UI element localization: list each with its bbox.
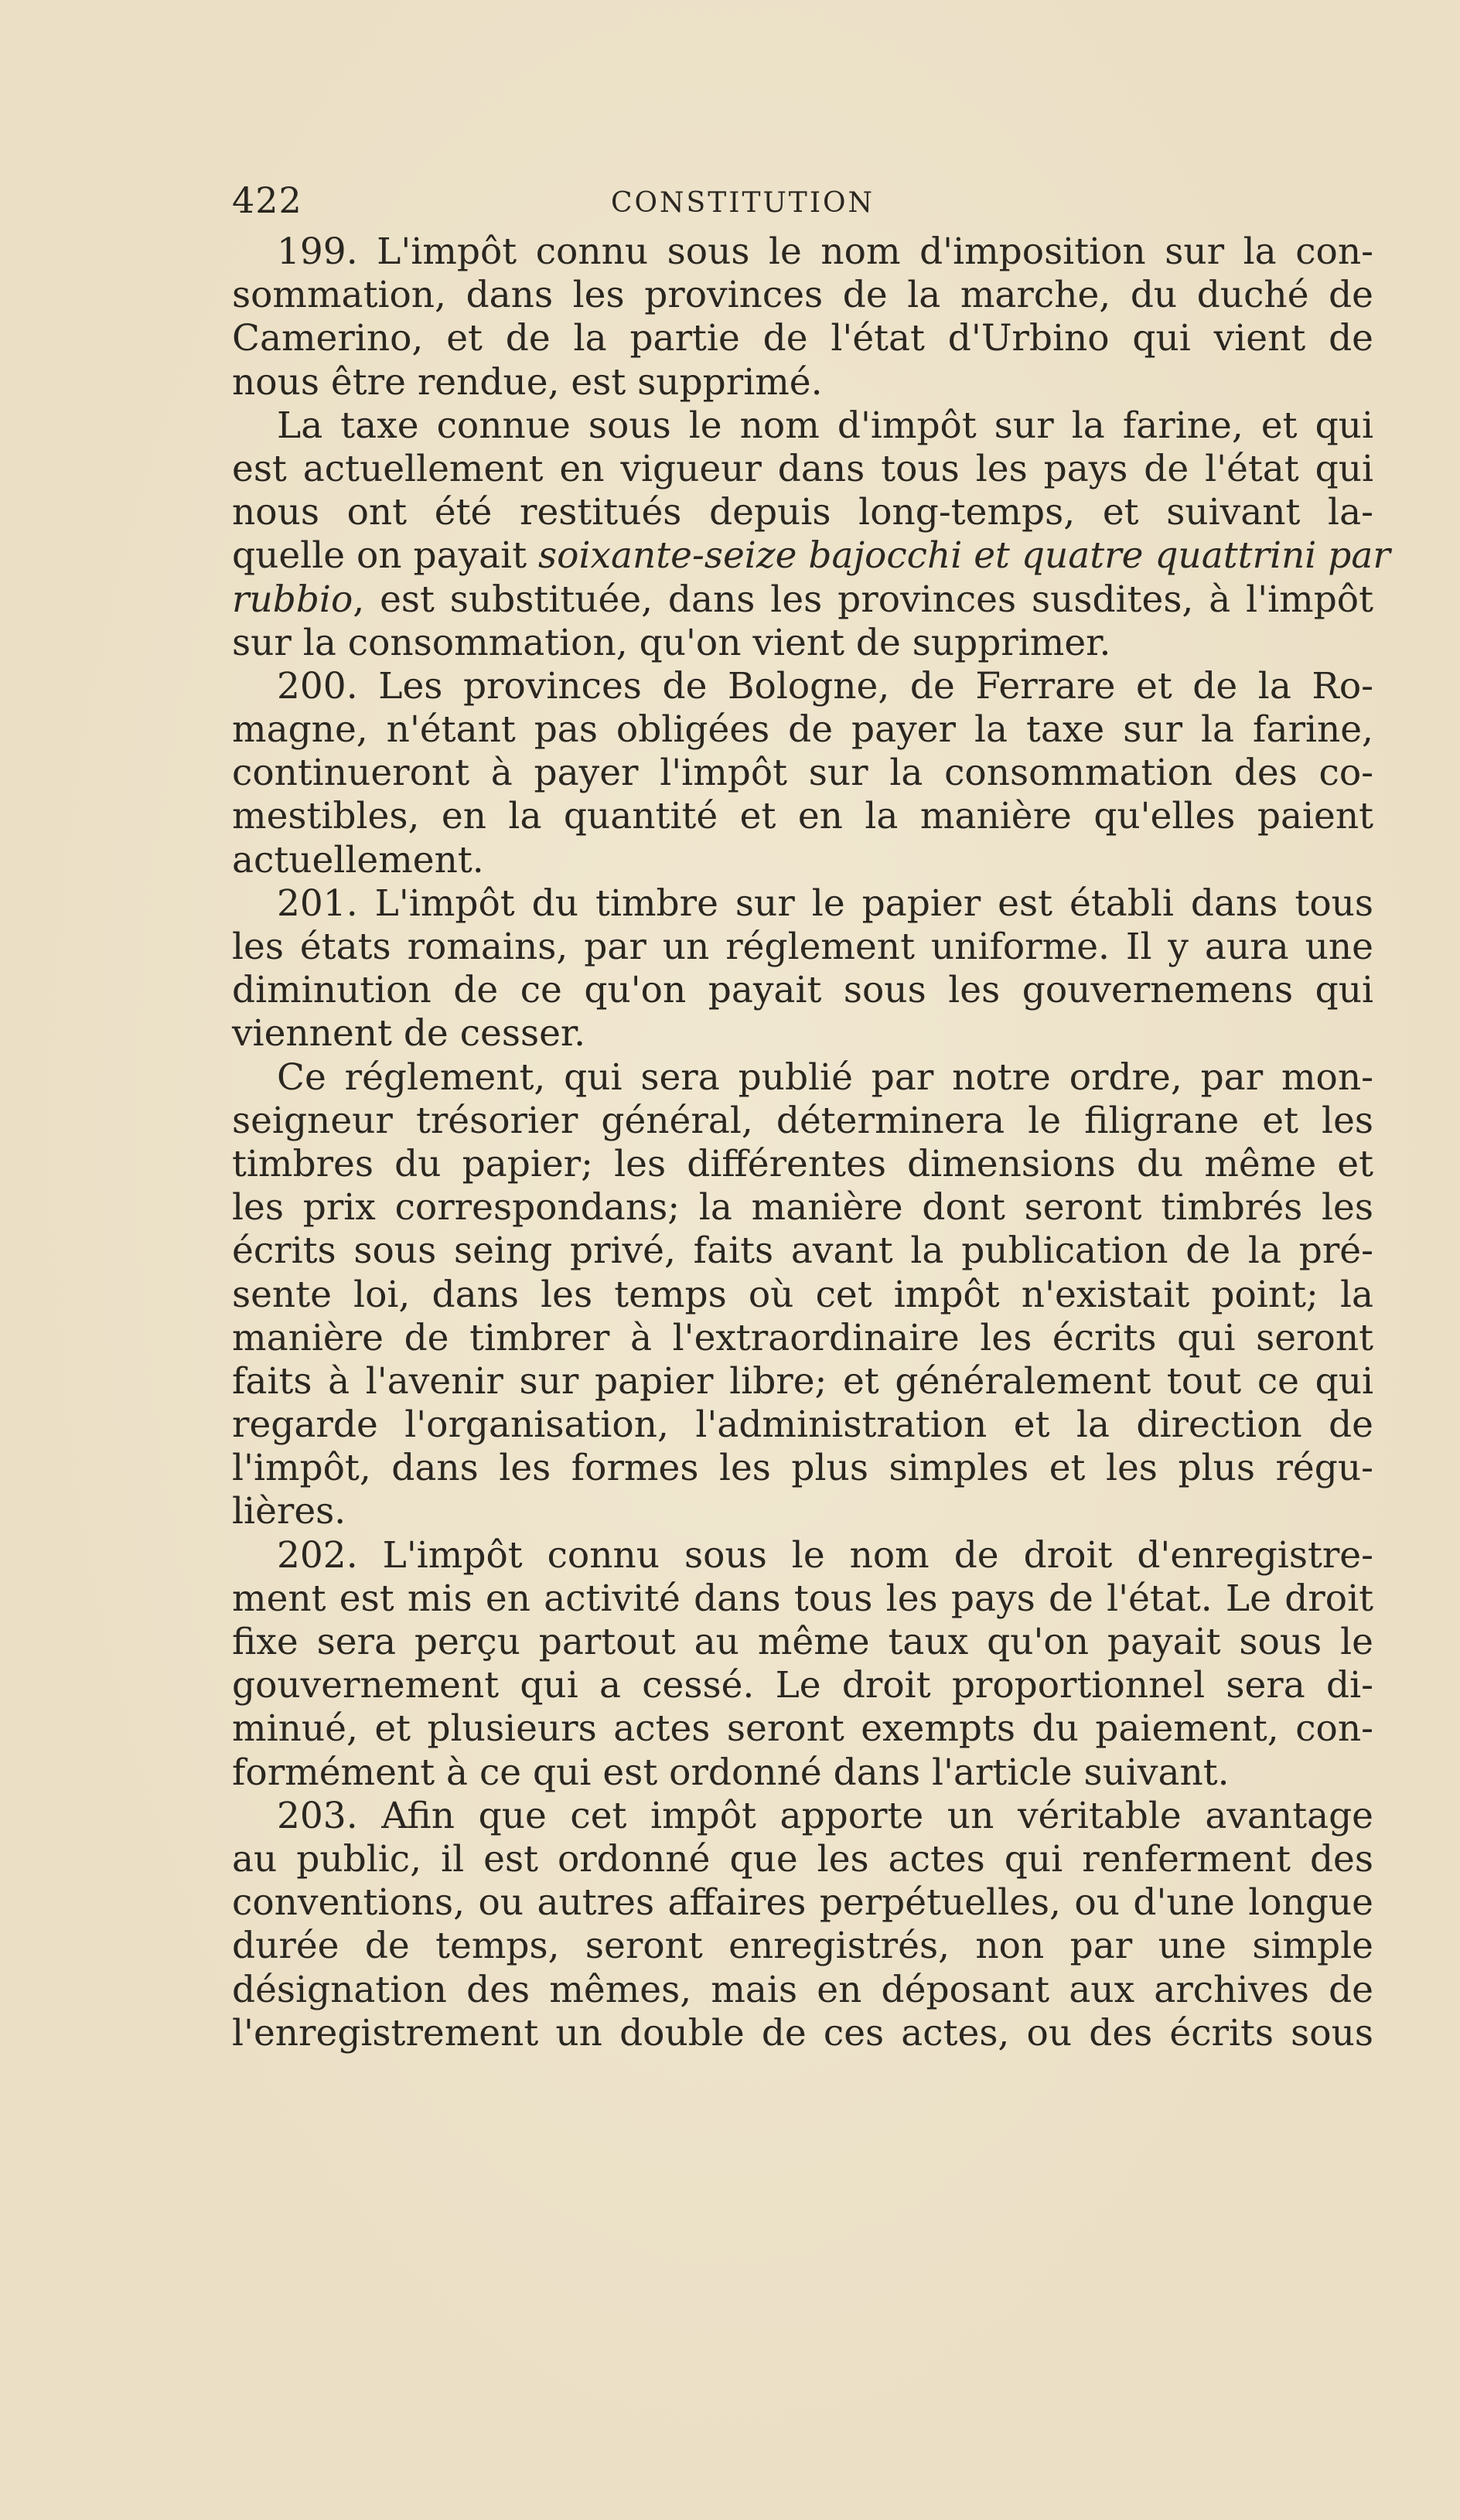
text-line: timbres du papier; les différentes dimensions du même et — [232, 1142, 1373, 1185]
text-line: les états romains, par un réglement uniforme. Il y aura une — [232, 926, 1373, 968]
text-line: l'enregistrement un double de ces actes, ou des écrits sous — [232, 2011, 1373, 2055]
text-line: formément à ce qui est ordonné dans l'article suivant. — [232, 1751, 1230, 1794]
text-line: ment est mis en activité dans tous les pays de l'état. Le droit — [232, 1577, 1373, 1620]
text-line: au public, il est ordonné que les actes qui renferment des — [232, 1837, 1373, 1881]
text-line: seigneur trésorier général, déterminera le filigrane et les — [232, 1099, 1373, 1142]
italic-text: rubbio — [232, 578, 353, 621]
text-line — [232, 534, 1390, 578]
text-line: La taxe connue sous le nom d'impôt sur la farine, et qui — [277, 404, 1373, 447]
text-line: viennent de cesser. — [232, 1012, 586, 1055]
text-line: sommation, dans les provinces de la marche, du duché de — [232, 274, 1373, 317]
text-line — [232, 578, 1373, 622]
text-line: manière de timbrer à l'extraordinaire les écrits qui seront — [232, 1316, 1373, 1359]
text-line: lières. — [232, 1490, 346, 1533]
text-line: nous ont été restitués depuis long-temps, et suivant la- — [232, 491, 1373, 534]
running-title: CONSTITUTION — [611, 187, 875, 219]
text-line: conventions, ou autres affaires perpétuelles, ou d'une longue — [232, 1881, 1373, 1925]
text-line: 202. L'impôt connu sous le nom de droit d'enregistre- — [277, 1533, 1373, 1577]
text-line: Ce réglement, qui sera publié par notre ordre, par mon- — [277, 1055, 1373, 1099]
text-line: 201. L'impôt du timbre sur le papier est établi dans tous — [277, 881, 1373, 925]
text-line: gouvernement qui a cessé. Le droit proportionnel sera di- — [232, 1664, 1373, 1707]
text-line: diminution de ce qu'on payait sous les gouvernemens qui — [232, 969, 1373, 1012]
text-line: continueront à payer l'impôt sur la consommation des co- — [232, 752, 1373, 795]
italic-text: soixante-seize bajocchi et quatre quattrini par — [538, 534, 1390, 578]
text-line: les prix correspondans; la manière dont seront timbrés les — [232, 1186, 1373, 1229]
text-line: écrits sous seing privé, faits avant la publication de la pré- — [232, 1229, 1373, 1273]
text-line: fixe sera perçu partout au même taux qu'on payait sous le — [232, 1621, 1373, 1663]
text-line: minué, et plusieurs actes seront exempts du paiement, con- — [232, 1707, 1373, 1751]
text-line: magne, n'étant pas obligées de payer la taxe sur la farine, — [232, 708, 1373, 752]
text-line: est actuellement en vigueur dans tous les pays de l'état qui — [232, 447, 1373, 490]
text-line: Camerino, et de la partie de l'état d'Urbino qui vient de — [232, 317, 1373, 360]
text-line: regarde l'organisation, l'administration et la direction de — [232, 1403, 1373, 1447]
text-line: faits à l'avenir sur papier libre; et généralement tout ce qui — [232, 1359, 1373, 1403]
text-line: durée de temps, seront enregistrés, non par une simple — [232, 1925, 1373, 1968]
text-line: mestibles, en la quantité et en la manière qu'elles paient — [232, 795, 1373, 838]
text-line: 200. Les provinces de Bologne, de Ferrare et de la Ro- — [277, 664, 1373, 708]
text-line: sur la consommation, qu'on vient de supprimer. — [232, 621, 1111, 664]
text-line: 199. L'impôt connu sous le nom d'imposition sur la con- — [277, 230, 1373, 273]
page-header — [232, 179, 1376, 226]
text-line: nous être rendue, est supprimé. — [232, 360, 823, 404]
page-number: 422 — [232, 179, 302, 221]
text-segment: , est substituée, dans les provinces susdites, à l'impôt — [353, 578, 1373, 621]
text-line: 203. Afin que cet impôt apporte un véritable avantage — [277, 1794, 1373, 1837]
text-line: sente loi, dans les temps où cet impôt n'existait point; la — [232, 1273, 1373, 1316]
text-line: désignation des mêmes, mais en déposant aux archives de — [232, 1968, 1373, 2011]
text-line: l'impôt, dans les formes les plus simples et les plus régu- — [232, 1447, 1373, 1490]
body-text — [232, 230, 1390, 2055]
text-line: actuellement. — [232, 838, 484, 881]
text-segment: quelle on payait — [232, 534, 539, 578]
